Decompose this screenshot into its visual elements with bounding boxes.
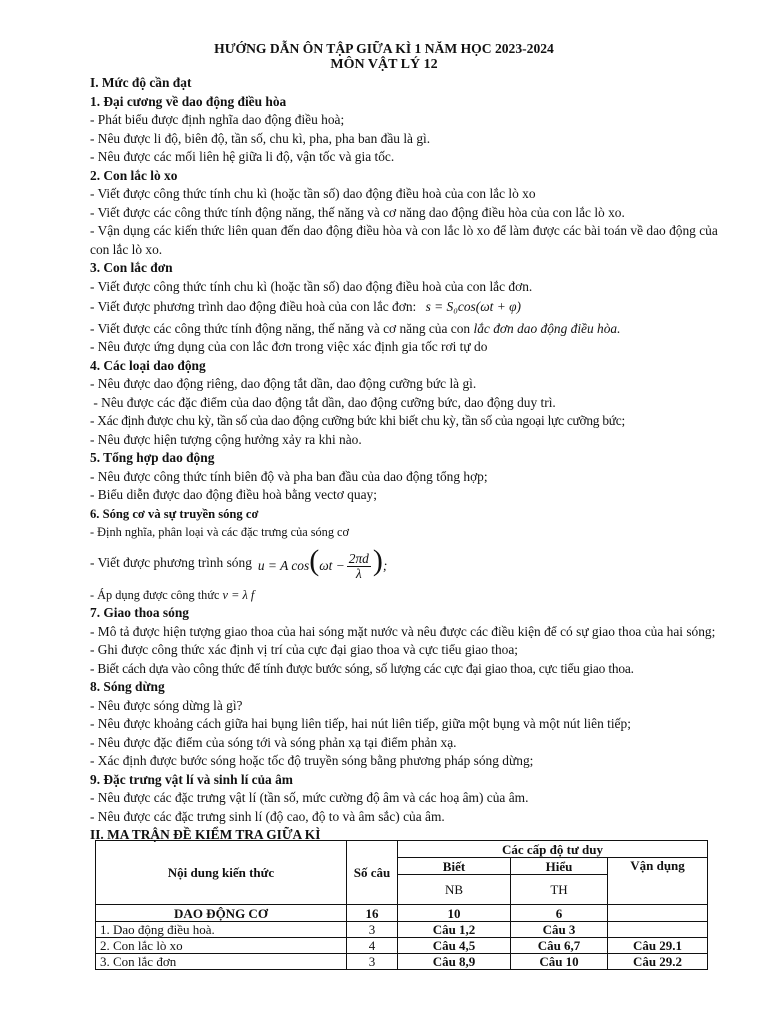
cell-count: 3 — [347, 954, 398, 970]
cell-vandung — [608, 922, 708, 938]
text-line: - Viết được công thức tính chu kì (hoặc tần số) dao động điều hoà của con lắc đơn. — [90, 278, 533, 294]
table-row — [96, 922, 708, 938]
text-line: - Viết được công thức tính chu kì (hoặc tần số) dao động điều hoà của con lắc lò xo — [90, 186, 536, 201]
text-line: - Nêu được các mối liên hệ giữa li độ, vận tốc và gia tốc. — [90, 149, 395, 164]
section-heading: 2. Con lắc lò xo — [90, 167, 178, 183]
section-heading: 5. Tổng hợp dao động — [90, 450, 215, 465]
text-line: - Nêu được đặc điểm của sóng tới và sóng phản xạ tại điểm phản xạ. — [90, 734, 457, 750]
cell-biet: Câu 1,2 — [398, 922, 511, 938]
table-row — [96, 905, 708, 922]
section-heading: 8. Sóng dừng — [90, 679, 165, 694]
header-hieu: Hiểu — [511, 858, 608, 875]
part-heading: II. MA TRẬN ĐỀ KIỂM TRA GIỮA KÌ — [90, 827, 321, 842]
section-heading: 6. Sóng cơ và sự truyền sóng cơ — [90, 506, 259, 521]
text-line: - Viết được các công thức tính động năng, thế năng và cơ năng của con lắc đơn dao động điều hòa. — [90, 320, 621, 336]
document-body — [90, 74, 720, 843]
section-heading: 1. Đại cương về dao động điều hòa — [90, 93, 287, 109]
cell-hieu: Câu 3 — [511, 922, 608, 938]
part-heading: I. Mức độ cần đạt — [90, 75, 192, 90]
cell-count: 4 — [347, 938, 398, 954]
text-line: - Viết được các công thức tính động năng, thế năng và cơ năng dao động điều hòa của con lắc lò xo. — [90, 204, 625, 220]
cell-count: 16 — [347, 905, 398, 922]
italic-text: lắc đơn dao động điều hòa. — [473, 320, 621, 336]
cell-hieu: Câu 6,7 — [511, 938, 608, 954]
cell-hieu: 6 — [511, 905, 608, 922]
header-biet: Biết — [398, 858, 511, 875]
cell-vandung — [608, 905, 708, 922]
cell-content: 1. Dao động điều hoà. — [96, 922, 347, 938]
section-heading: 3. Con lắc đơn — [90, 260, 173, 275]
section-heading: 4. Các loại dao động — [90, 357, 206, 373]
subject-title: MÔN VẬT LÝ 12 — [330, 57, 438, 72]
formula-label: - Viết được phương trình sóng — [90, 555, 252, 571]
text-line: - Xác định được chu kỳ, tần số của dao động cưỡng bức khi biết chu kỳ, tần số của ngoại lực cưỡng bức; — [90, 413, 625, 428]
text-line: - Biết cách dựa vào công thức để tính được bước sóng, số lượng các cực đại giao thoa, cực tiểu giao thoa. — [90, 660, 634, 676]
text-line: - Mô tả được hiện tượng giao thoa của hai sóng mặt nước và nêu được các điều kiện để có sự giao thoa của hai sóng; — [90, 623, 716, 639]
cell-biet: 10 — [398, 905, 511, 922]
document-title: HƯỚNG DẪN ÔN TẬP GIỮA KÌ 1 NĂM HỌC 2023-2024 — [214, 41, 554, 56]
text-line: - Nêu được dao động riêng, dao động tắt dần, dao động cưỡng bức là gì. — [90, 376, 477, 391]
text-line: - Vận dụng các kiến thức liên quan đến dao động điều hòa và con lắc lò xo để làm được các bài toán về dao động của con lắc lò xo. — [90, 223, 718, 257]
text-line: - Phát biểu được định nghĩa dao động điều hoà; — [90, 112, 345, 127]
text-line: - Nêu được sóng dừng là gì? — [90, 697, 243, 713]
text-line: - Nêu được công thức tính biên độ và pha ban đầu của dao động tổng hợp; — [90, 468, 488, 484]
text-line: - Nêu được các đặc điểm của dao động tắt dần, dao động cưỡng bức, dao động duy trì. — [90, 394, 556, 410]
exam-matrix-table — [95, 840, 708, 970]
text-line: - Nêu được ứng dụng của con lắc đơn trong việc xác định gia tốc rơi tự do — [90, 339, 488, 354]
text-line: - Biểu diễn được dao động điều hoà bằng vectơ quay; — [90, 487, 377, 502]
text-line: - Nêu được li độ, biên độ, tần số, chu kì, pha, pha ban đầu là gì. — [90, 130, 431, 146]
formula-label: - Viết được phương trình dao động điều hoà của con lắc đơn: — [90, 299, 417, 314]
text-line: - Nêu được các đặc trưng vật lí (tần số, mức cường độ âm và các hoạ âm) của âm. — [90, 790, 529, 805]
text-line: - Nêu được các đặc trưng sinh lí (độ cao, độ to và âm sắc) của âm. — [90, 808, 445, 824]
text-line: - Nêu được hiện tượng cộng hưởng xảy ra khi nào. — [90, 431, 362, 447]
header-content: Nội dung kiến thức — [96, 841, 347, 905]
velocity-formula: v = λ f — [222, 587, 255, 602]
code-biet: NB — [398, 875, 511, 905]
cell-vandung: Câu 29.1 — [608, 938, 708, 954]
text-line: - Áp dụng được công thức v = λ f — [90, 587, 255, 602]
header-vandung: Vận dụng — [608, 858, 708, 905]
code-hieu: TH — [511, 875, 608, 905]
cell-content: DAO ĐỘNG CƠ — [96, 905, 347, 922]
cell-content: 2. Con lắc lò xo — [96, 938, 347, 954]
cell-content: 3. Con lắc đơn — [96, 954, 347, 970]
table-row — [96, 938, 708, 954]
wave-equation-line — [90, 542, 720, 586]
cell-vandung: Câu 29.2 — [608, 954, 708, 970]
header-levels: Các cấp độ tư duy — [398, 841, 708, 858]
header-count: Số câu — [347, 841, 398, 905]
table-row — [96, 954, 708, 970]
wave-equation: u = A cos(ωt − $\frac{2\pi d}{\lambda}$ ); — [257, 543, 388, 582]
text-line: - Xác định được bước sóng hoặc tốc độ truyền sóng bằng phương pháp sóng dừng; — [90, 753, 534, 768]
pendulum-equation: s = S₀cos(ωt + φ) — [425, 299, 521, 314]
cell-hieu: Câu 10 — [511, 954, 608, 970]
cell-biet: Câu 4,5 — [398, 938, 511, 954]
text-line: - Định nghĩa, phân loại và các đặc trưng của sóng cơ — [90, 525, 350, 539]
cell-biet: Câu 8,9 — [398, 954, 511, 970]
text-line: - Nêu được khoảng cách giữa hai bụng liên tiếp, hai nút liên tiếp, giữa một bụng và một nút liên tiếp; — [90, 716, 631, 731]
section-heading: 9. Đặc trưng vật lí và sinh lí của âm — [90, 771, 293, 787]
text-line: - Ghi được công thức xác định vị trí của cực đại giao thoa và cực tiểu giao thoa; — [90, 642, 519, 657]
formula-line — [90, 298, 720, 317]
cell-count: 3 — [347, 922, 398, 938]
section-heading: 7. Giao thoa sóng — [90, 605, 189, 620]
